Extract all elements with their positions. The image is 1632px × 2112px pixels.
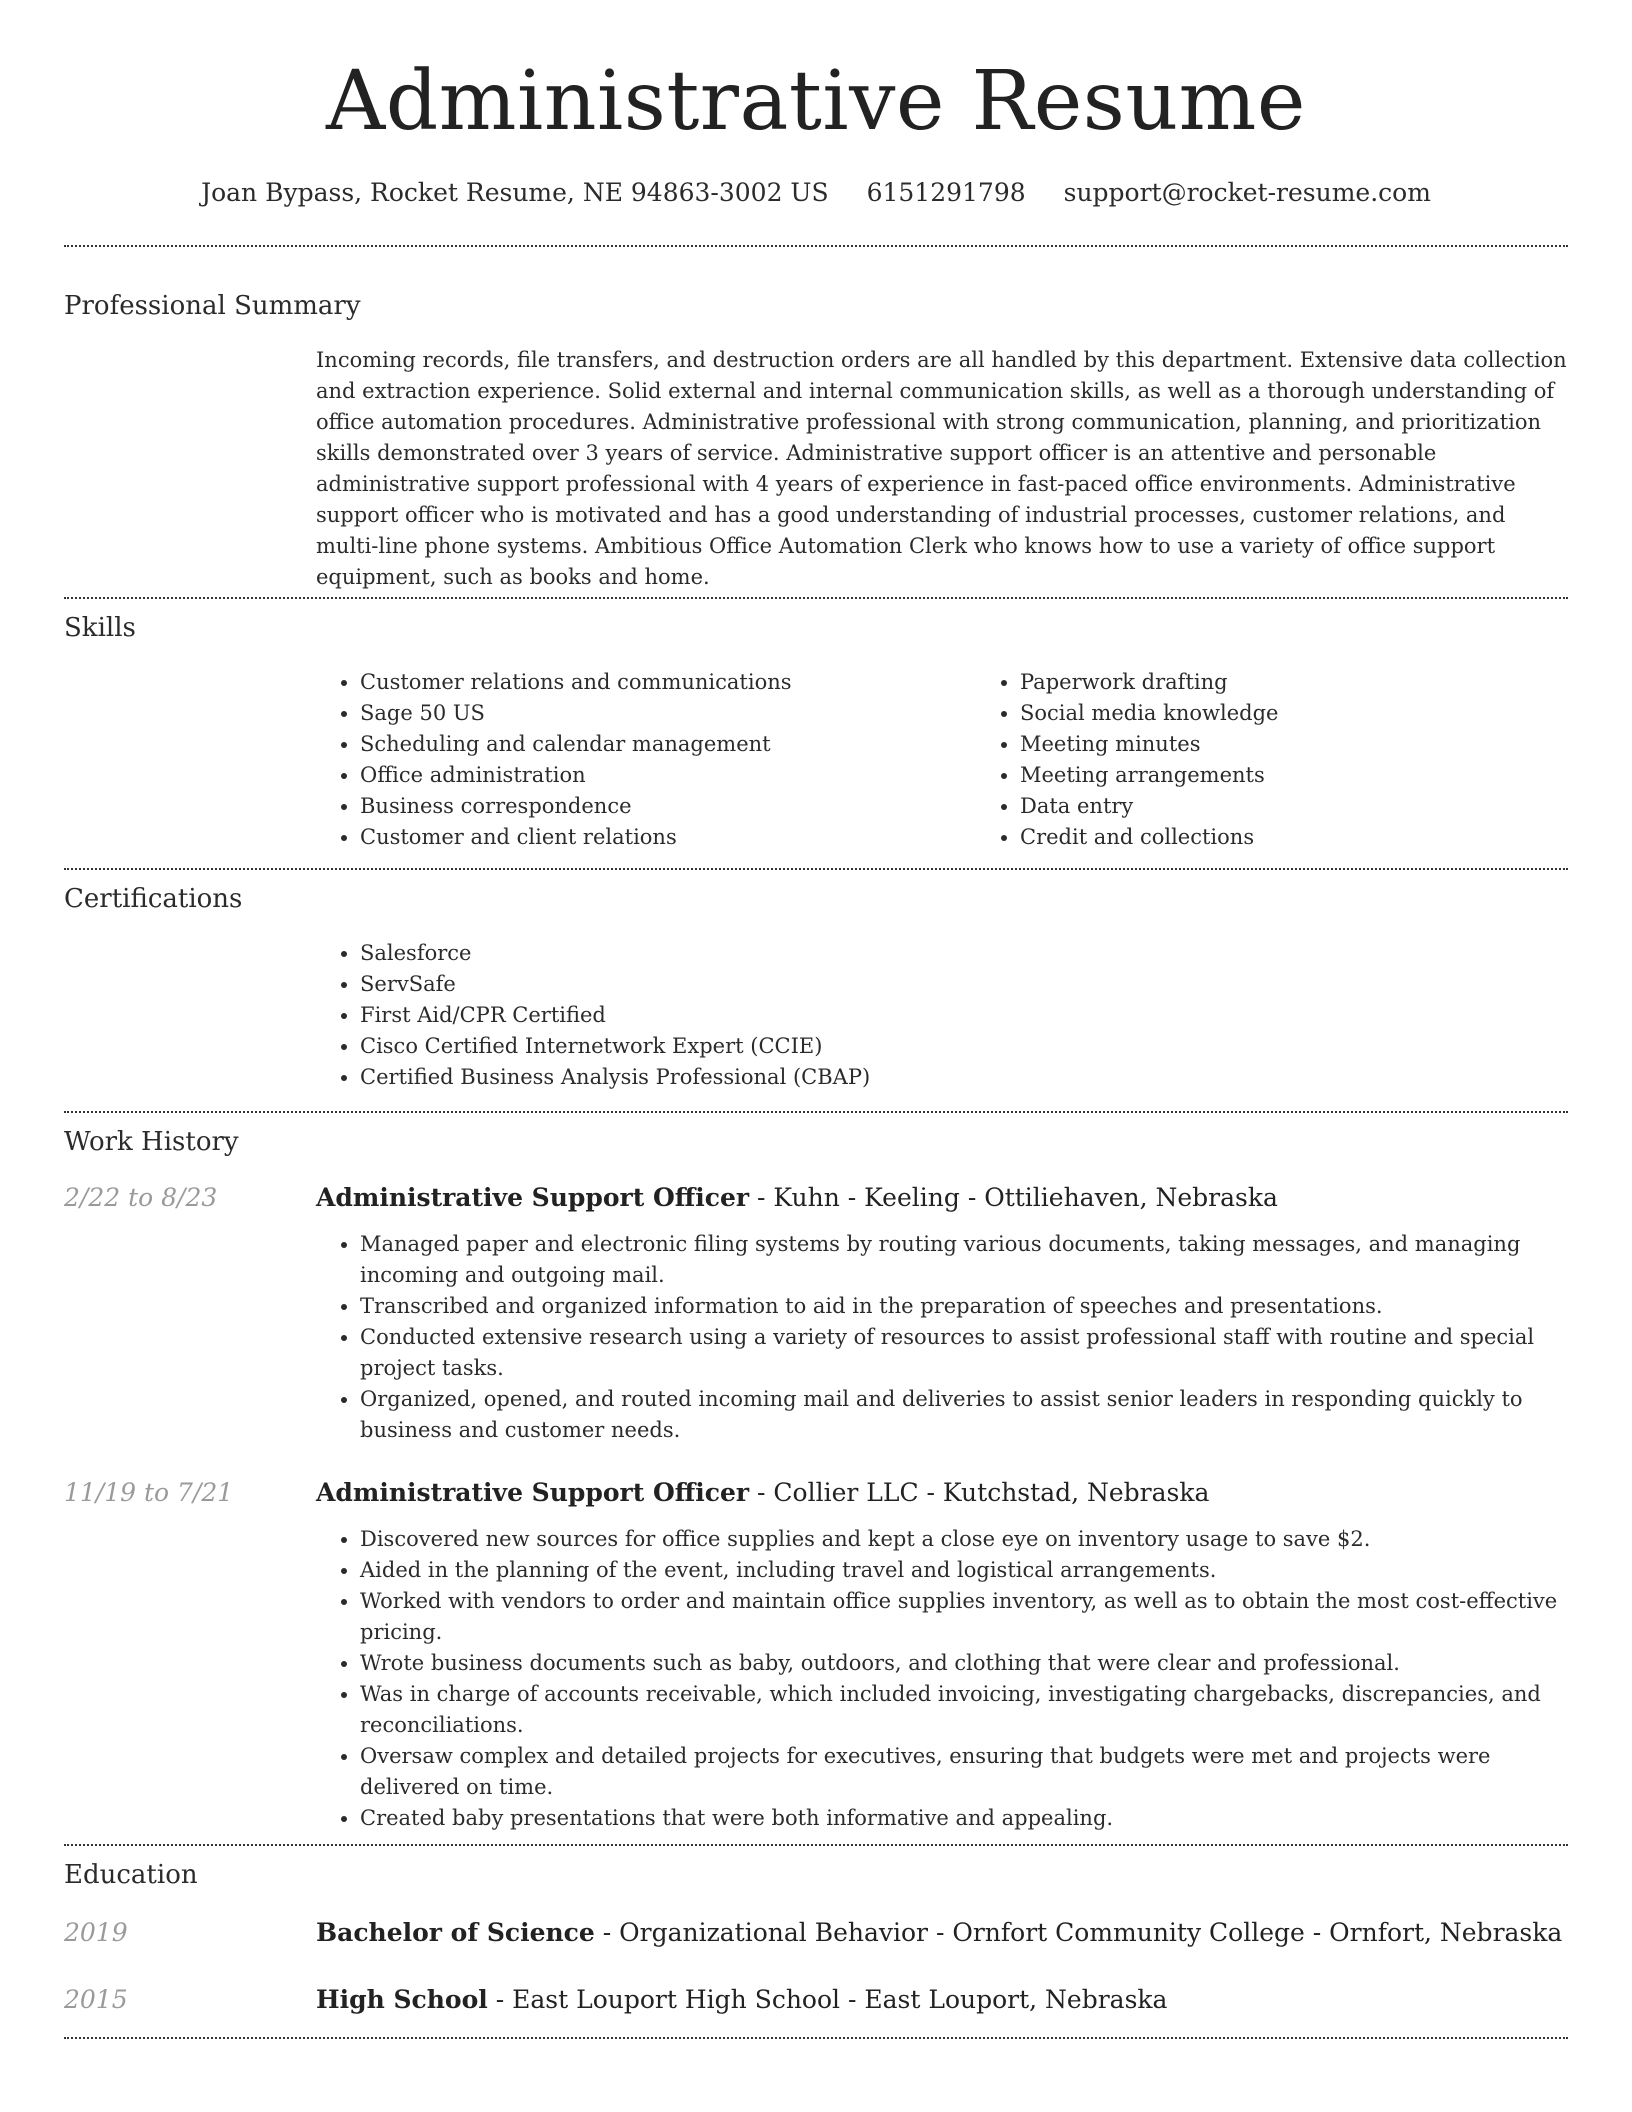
education-details: - East Louport High School - East Louport, Nebraska	[487, 1985, 1168, 2014]
education-entry	[64, 1983, 1568, 2017]
job-heading	[316, 1476, 1209, 1510]
job-entry	[64, 1476, 1568, 1834]
certification-item: • Salesforce	[360, 938, 1568, 969]
resume-title: Administrative Resume	[326, 54, 1306, 149]
section-title-education: Education	[64, 1860, 198, 1890]
job-bullet: • Transcribed and organized information to aid in the preparation of speeches and presentations.	[360, 1291, 1568, 1322]
certifications-list	[316, 938, 1568, 1093]
contact-line	[64, 176, 1568, 210]
skill-item: • Meeting minutes	[1020, 729, 1632, 760]
section-title-summary: Professional Summary	[64, 291, 361, 321]
education-degree: High School	[316, 1985, 488, 2014]
section-title-certifications: Certifications	[64, 884, 243, 914]
contact-address: Joan Bypass, Rocket Resume, NE 94863-3002 US	[201, 178, 829, 207]
certification-item: • Cisco Certified Internetwork Expert (CCIE)	[360, 1031, 1568, 1062]
job-bullet: • Managed paper and electronic filing systems by routing various documents, taking messages, and managing incoming and outgoing mail.	[360, 1229, 1568, 1291]
summary-text: Incoming records, file transfers, and destruction orders are all handled by this department. Extensive data collection and extraction experience. Solid external and internal communication skills, as well as a thorough understanding of office automation procedures. Administrative professional with strong communication, planning, and prioritization skills demonstrated over 3 years of service. Administrative support officer is an attentive and personable administrative support professional with 4 years of experience in fast-paced office environments. Administrative support officer who is motivated and has a good understanding of industrial processes, customer relations, and multi-line phone systems. Ambitious Office Automation Clerk who knows how to use a variety of office support equipment, such as books and home.	[316, 348, 1567, 589]
work-history-section	[64, 1113, 1568, 1834]
job-bullet-list	[316, 1229, 1568, 1446]
skill-item: • Scheduling and calendar management	[360, 729, 976, 760]
certifications-section	[64, 870, 1568, 1093]
skill-item: • Sage 50 US	[360, 698, 976, 729]
job-role: Administrative Support Officer	[316, 1478, 750, 1507]
education-entry	[64, 1916, 1568, 1950]
skill-item: • Social media knowledge	[1020, 698, 1632, 729]
section-title-skills: Skills	[64, 613, 136, 643]
education-degree: Bachelor of Science	[316, 1918, 595, 1947]
education-heading	[316, 1983, 1167, 2017]
education-date: 2015	[64, 1985, 128, 2014]
summary-section	[64, 247, 1568, 593]
job-bullet: • Discovered new sources for office supplies and kept a close eye on inventory usage to save $2.	[360, 1524, 1568, 1555]
job-date: 2/22 to 8/23	[64, 1183, 218, 1212]
skill-item: • Credit and collections	[1020, 822, 1632, 853]
education-date: 2019	[64, 1918, 128, 1947]
job-bullet: • Organized, opened, and routed incoming mail and deliveries to assist senior leaders in responding quickly to business and customer needs.	[360, 1384, 1568, 1446]
job-bullet: • Created baby presentations that were both informative and appealing.	[360, 1803, 1568, 1834]
job-entry	[64, 1181, 1568, 1446]
job-heading	[316, 1181, 1278, 1215]
job-bullet: • Conducted extensive research using a variety of resources to assist professional staff with routine and special project tasks.	[360, 1322, 1568, 1384]
job-bullets	[316, 1229, 1568, 1446]
job-bullet-list	[316, 1524, 1568, 1834]
skill-item: • Meeting arrangements	[1020, 760, 1632, 791]
certification-item: • ServSafe	[360, 969, 1568, 1000]
skills-right-list	[976, 667, 1632, 853]
skills-left-list	[316, 667, 976, 853]
skill-item: • Office administration	[360, 760, 976, 791]
job-bullets	[316, 1524, 1568, 1834]
skill-item: • Customer relations and communications	[360, 667, 976, 698]
job-details: - Kuhn - Keeling - Ottiliehaven, Nebraska	[749, 1183, 1278, 1212]
skill-item: • Business correspondence	[360, 791, 976, 822]
skill-item: • Data entry	[1020, 791, 1632, 822]
contact-email: support@rocket-resume.com	[1063, 178, 1431, 207]
job-bullet: • Worked with vendors to order and maintain office supplies inventory, as well as to obtain the most cost-effective pricing.	[360, 1586, 1568, 1648]
section-title-work-history: Work History	[64, 1127, 239, 1157]
job-bullet: • Wrote business documents such as baby, outdoors, and clothing that were clear and professional.	[360, 1648, 1568, 1679]
job-details: - Collier LLC - Kutchstad, Nebraska	[749, 1478, 1210, 1507]
skills-content	[316, 667, 1568, 853]
certification-item: • Certified Business Analysis Professional (CBAP)	[360, 1062, 1568, 1093]
education-section	[64, 1846, 1568, 2017]
job-bullet: • Aided in the planning of the event, including travel and logistical arrangements.	[360, 1555, 1568, 1586]
contact-phone: 6151291798	[866, 178, 1026, 207]
skill-item: • Paperwork drafting	[1020, 667, 1632, 698]
job-header	[64, 1181, 1568, 1215]
divider	[64, 2037, 1568, 2039]
education-heading	[316, 1916, 1562, 1950]
education-details: - Organizational Behavior - Ornfort Community College - Ornfort, Nebraska	[594, 1918, 1563, 1947]
skills-section	[64, 599, 1568, 853]
certification-item: • First Aid/CPR Certified	[360, 1000, 1568, 1031]
summary-content	[316, 345, 1568, 593]
job-header	[64, 1476, 1568, 1510]
job-date: 11/19 to 7/21	[64, 1478, 234, 1507]
skill-item: • Customer and client relations	[360, 822, 976, 853]
job-bullet: • Was in charge of accounts receivable, which included invoicing, investigating chargebacks, discrepancies, and reconciliations.	[360, 1679, 1568, 1741]
certifications-content	[316, 938, 1568, 1093]
job-bullet: • Oversaw complex and detailed projects for executives, ensuring that budgets were met and projects were delivered on time.	[360, 1741, 1568, 1803]
job-role: Administrative Support Officer	[316, 1183, 750, 1212]
